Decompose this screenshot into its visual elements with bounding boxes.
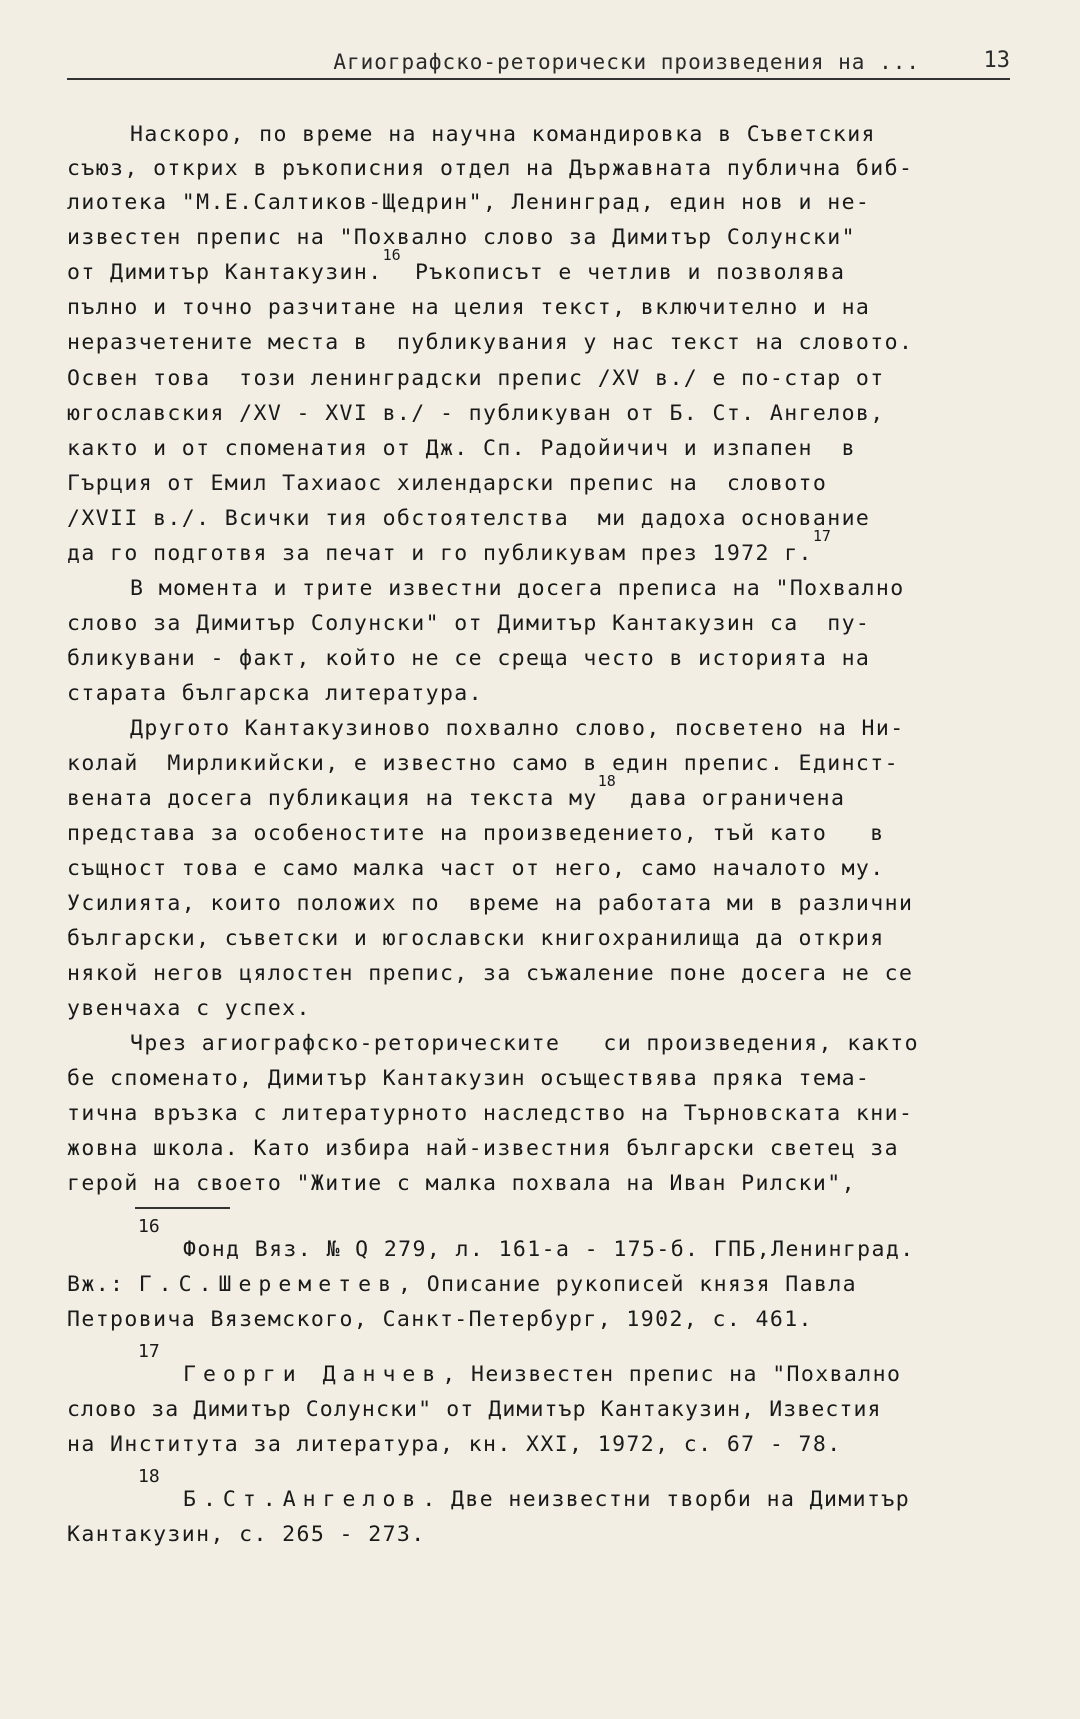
- body-line: Другото Кантакузиново похвално слово, посветено на Ни-: [130, 716, 905, 741]
- body-line: лиотека "М.Е.Салтиков-Щедрин", Ленинград, един нов и не-: [67, 190, 871, 215]
- body-line: увенчаха с успех.: [67, 996, 311, 1021]
- body-line: пълно и точно разчитане на целия текст, включително и на: [67, 295, 871, 320]
- header-rule: [67, 78, 1010, 80]
- footnote-line: слово за Димитър Солунски" от Димитър Кантакузин, Известия: [67, 1397, 882, 1422]
- footnote-line: Фонд Вяз. № Q 279, л. 161-а - 175-б. ГПБ,Ленинград.: [183, 1237, 915, 1262]
- body-line: бликувани - факт, който не се среща често в историята на: [67, 646, 871, 671]
- footnote-ref-17: 17: [812, 527, 831, 545]
- footnote-author: Б.Ст.Ангелов: [183, 1487, 423, 1512]
- body-line: известен препис на "Похвално слово за Димитър Солунски": [67, 225, 856, 250]
- footnote-author: Г.С.Шереметев: [138, 1272, 399, 1297]
- footnote-text: , Неизвестен препис на "Похвално: [442, 1362, 902, 1387]
- body-line: бе споменато, Димитър Кантакузин осъществява пряка тема-: [67, 1066, 871, 1091]
- body-line: Наскоро, по време на научна командировка в Съветския: [130, 122, 876, 147]
- body-line: представа за особеностите на произведението, тъй като в: [67, 821, 885, 846]
- footnote-text: , Описание рукописей князя Павла: [398, 1272, 858, 1297]
- footnote-line: [183, 1362, 901, 1387]
- body-line: В момента и трите известни досега преписа на "Похвално: [130, 576, 905, 601]
- body-line: Гърция от Емил Тахиаос хилендарски препис на словото: [67, 471, 828, 496]
- body-line: български, съветски и югославски книгохранилища да открия: [67, 926, 885, 951]
- footnote-line: на Института за литература, кн. XXI, 1972, с. 67 - 78.: [67, 1432, 842, 1457]
- page-number: 13: [983, 48, 1010, 73]
- body-text: от Димитър Кантакузин.: [67, 260, 383, 285]
- footnote-ref-18: 18: [597, 772, 616, 790]
- body-line: /XVII в./. Всички тия обстоятелства ми дадоха основание: [67, 506, 871, 531]
- running-header: [67, 50, 1010, 80]
- footnote-text: . Две неизвестни творби на Димитър: [422, 1487, 911, 1512]
- body-line: Чрез агиографско-реторическите си произведения, както: [130, 1031, 919, 1056]
- body-text: да го подготвя за печат и го публикувам през 1972 г.: [67, 541, 813, 566]
- body-line: някой негов цялостен препис, за съжаление поне досега не се: [67, 961, 914, 986]
- body-line: слово за Димитър Солунски" от Димитър Кантакузин са пу-: [67, 611, 871, 636]
- body-line: [67, 527, 831, 566]
- body-line: неразчетените места в публикувания у нас текст на словото.: [67, 330, 914, 355]
- footnote-number: 17: [138, 1341, 160, 1362]
- body-line: същност това е само малка част от него, само началото му.: [67, 856, 885, 881]
- footnote-rule: [135, 1207, 230, 1209]
- body-line: тична връзка с литературното наследство на Търновската кни-: [67, 1101, 914, 1126]
- footnote-line: [67, 1272, 857, 1297]
- body-line: [67, 772, 846, 811]
- footnote-line: Кантакузин, с. 265 - 273.: [67, 1522, 426, 1547]
- footnote-author: Георги Данчев: [183, 1362, 443, 1387]
- body-line: Освен това този ленинградски препис /XV в./ е по-стар от: [67, 366, 885, 391]
- header-title: Агиографско-реторически произведения на ...: [333, 50, 920, 74]
- body-line: герой на своето "Житие с малка похвала на Иван Рилски",: [67, 1171, 856, 1196]
- body-text: вената досега публикация на текста му: [67, 786, 598, 811]
- body-line: съюз, открих в ръкописния отдел на Държавната публична биб-: [67, 156, 914, 181]
- body-line: както и от споменатия от Дж. Сп. Радойичич и изпапен в: [67, 436, 856, 461]
- footnote-line: [183, 1487, 910, 1512]
- footnote-text: Вж.:: [67, 1272, 139, 1297]
- body-text: Ръкописът е четлив и позволява: [400, 260, 846, 285]
- body-line: старата българска литература.: [67, 681, 483, 706]
- body-line: югославския /XV - XVI в./ - публикуван от Б. Ст. Ангелов,: [67, 401, 885, 426]
- body-line: [67, 246, 846, 285]
- footnote-number: 18: [138, 1466, 160, 1487]
- body-line: Усилията, които положих по време на работата ми в различни: [67, 891, 914, 916]
- footnote-ref-16: 16: [382, 246, 401, 264]
- body-line: жовна школа. Като избира най-известния български светец за: [67, 1136, 899, 1161]
- footnote-line: Петровича Вяземского, Санкт-Петербург, 1902, с. 461.: [67, 1307, 813, 1332]
- footnote-number: 16: [138, 1216, 160, 1237]
- body-line: колай Мирликийски, е известно само в един препис. Единст-: [67, 751, 899, 776]
- body-text: дава ограничена: [615, 786, 846, 811]
